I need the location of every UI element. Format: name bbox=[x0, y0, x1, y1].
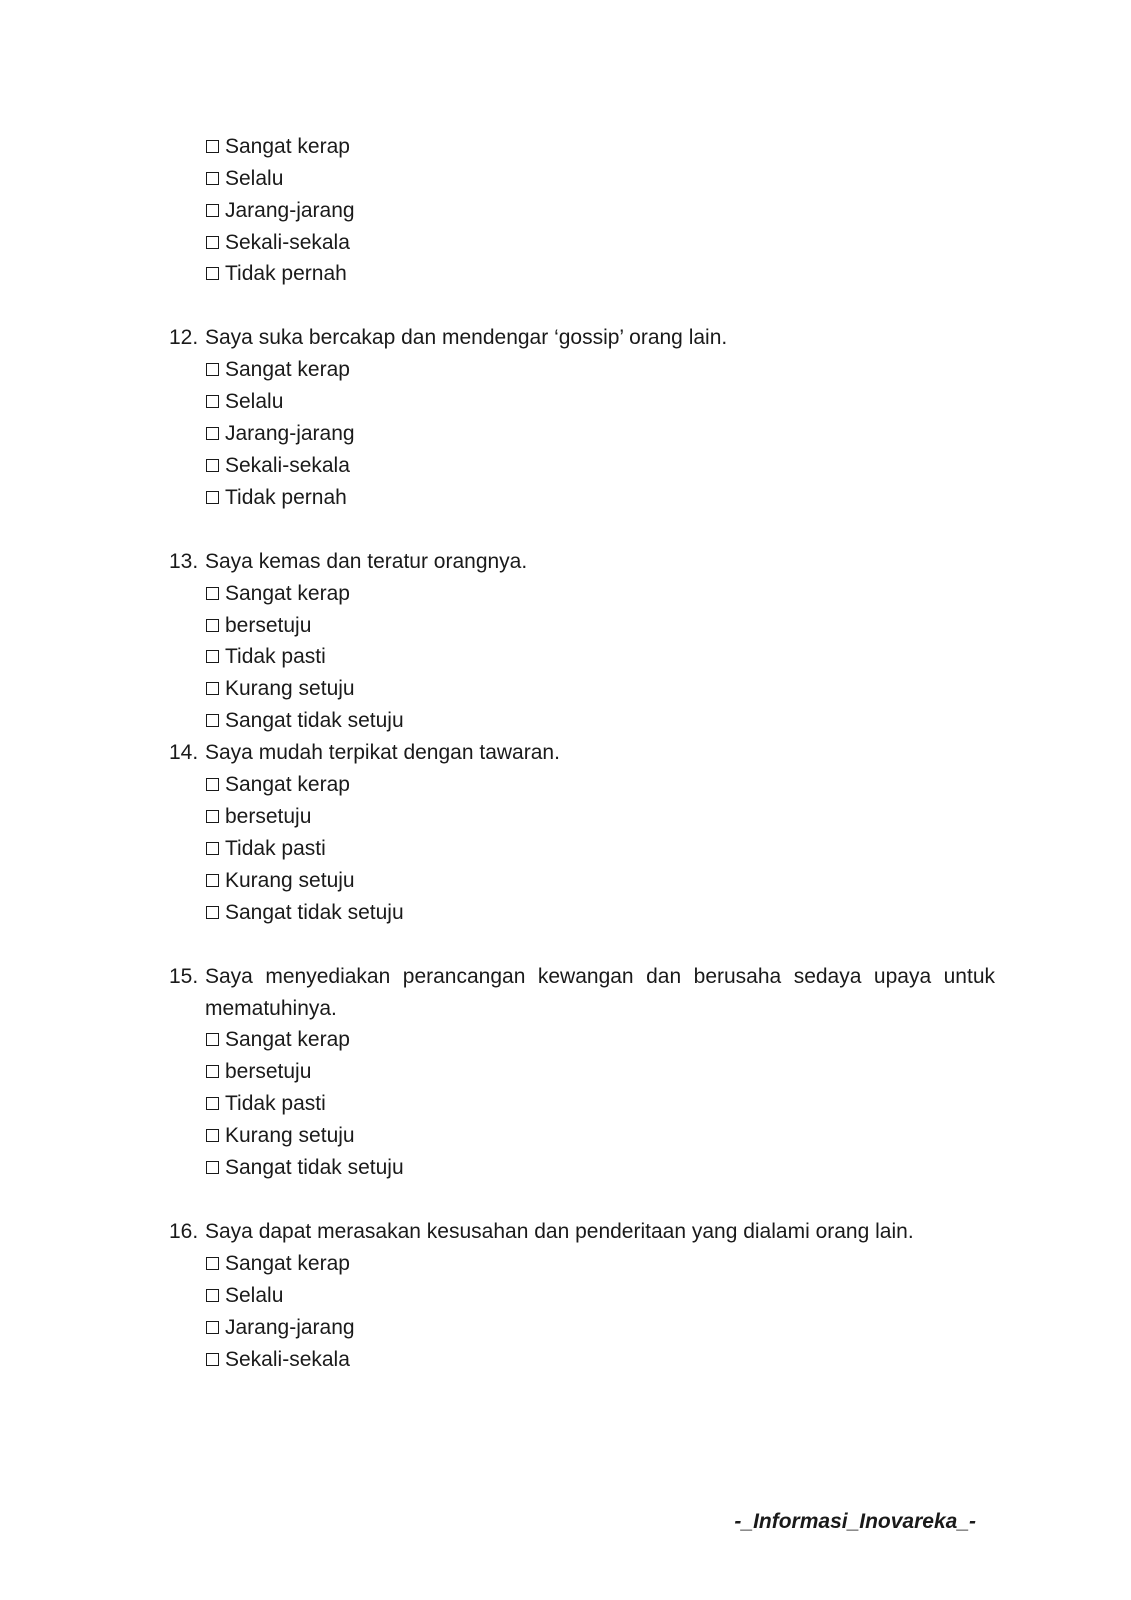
question-number: 15. bbox=[169, 965, 199, 988]
option-item[interactable]: Tidak pasti bbox=[206, 641, 326, 673]
checkbox[interactable] bbox=[206, 778, 219, 791]
checkbox[interactable] bbox=[206, 1257, 219, 1270]
checkbox[interactable] bbox=[206, 619, 219, 632]
option-item[interactable]: Tidak pasti bbox=[206, 833, 326, 865]
checkbox[interactable] bbox=[206, 810, 219, 823]
checkbox[interactable] bbox=[206, 874, 219, 887]
option-item[interactable]: Sekali-sekala bbox=[206, 227, 350, 259]
checkbox[interactable] bbox=[206, 1065, 219, 1078]
checkbox[interactable] bbox=[206, 1097, 219, 1110]
question-number: 12. bbox=[169, 326, 199, 349]
question-text: Saya kemas dan teratur orangnya. bbox=[205, 550, 528, 573]
question-number: 14. bbox=[169, 741, 199, 764]
checkbox[interactable] bbox=[206, 842, 219, 855]
option-item[interactable]: Sangat tidak setuju bbox=[206, 1152, 404, 1184]
checkbox[interactable] bbox=[206, 395, 219, 408]
option-item[interactable]: bersetuju bbox=[206, 1056, 311, 1088]
checkbox[interactable] bbox=[206, 714, 219, 727]
checkbox[interactable] bbox=[206, 682, 219, 695]
checkbox[interactable] bbox=[206, 172, 219, 185]
checkbox[interactable] bbox=[206, 267, 219, 280]
question-number: 16. bbox=[169, 1220, 199, 1243]
option-item[interactable]: Sangat kerap bbox=[206, 769, 350, 801]
option-item[interactable]: Jarang-jarang bbox=[206, 1312, 355, 1344]
option-item[interactable]: Tidak pernah bbox=[206, 482, 347, 514]
option-item[interactable]: Sekali-sekala bbox=[206, 1344, 350, 1376]
checkbox[interactable] bbox=[206, 650, 219, 663]
option-item[interactable]: Sangat kerap bbox=[206, 1024, 350, 1056]
option-item[interactable]: Tidak pernah bbox=[206, 258, 347, 290]
checkbox[interactable] bbox=[206, 1321, 219, 1334]
checkbox[interactable] bbox=[206, 1353, 219, 1366]
checkbox[interactable] bbox=[206, 236, 219, 249]
checkbox[interactable] bbox=[206, 906, 219, 919]
option-item[interactable]: bersetuju bbox=[206, 801, 311, 833]
checkbox[interactable] bbox=[206, 427, 219, 440]
option-item[interactable]: Sangat kerap bbox=[206, 131, 350, 163]
option-item[interactable]: Selalu bbox=[206, 1280, 283, 1312]
option-item[interactable]: Selalu bbox=[206, 386, 283, 418]
option-item[interactable]: Sekali-sekala bbox=[206, 450, 350, 482]
option-item[interactable]: bersetuju bbox=[206, 610, 311, 642]
checkbox[interactable] bbox=[206, 204, 219, 217]
option-item[interactable]: Selalu bbox=[206, 163, 283, 195]
option-item[interactable]: Kurang setuju bbox=[206, 1120, 355, 1152]
option-item[interactable]: Sangat tidak setuju bbox=[206, 705, 404, 737]
checkbox[interactable] bbox=[206, 1129, 219, 1142]
question-text: Saya menyediakan perancangan kewangan dan berusaha sedaya upaya untuk mematuhinya. bbox=[205, 965, 995, 1020]
option-item[interactable]: Sangat kerap bbox=[206, 354, 350, 386]
question-number: 13. bbox=[169, 550, 199, 573]
question-text: Saya suka bercakap dan mendengar ‘gossip’ orang lain. bbox=[205, 326, 728, 349]
checkbox[interactable] bbox=[206, 363, 219, 376]
checkbox[interactable] bbox=[206, 1161, 219, 1174]
checkbox[interactable] bbox=[206, 140, 219, 153]
footer-signature: -_Informasi_Inovareka_- bbox=[734, 1510, 976, 1533]
option-item[interactable]: Sangat tidak setuju bbox=[206, 897, 404, 929]
question-text: Saya dapat merasakan kesusahan dan penderitaan yang dialami orang lain. bbox=[205, 1220, 914, 1243]
checkbox[interactable] bbox=[206, 1033, 219, 1046]
checkbox[interactable] bbox=[206, 491, 219, 504]
checkbox[interactable] bbox=[206, 1289, 219, 1302]
option-item[interactable]: Sangat kerap bbox=[206, 1248, 350, 1280]
checkbox[interactable] bbox=[206, 587, 219, 600]
option-item[interactable]: Sangat kerap bbox=[206, 578, 350, 610]
option-item[interactable]: Tidak pasti bbox=[206, 1088, 326, 1120]
question-text: Saya mudah terpikat dengan tawaran. bbox=[205, 741, 560, 764]
option-item[interactable]: Jarang-jarang bbox=[206, 195, 355, 227]
option-item[interactable]: Jarang-jarang bbox=[206, 418, 355, 450]
option-item[interactable]: Kurang setuju bbox=[206, 865, 355, 897]
checkbox[interactable] bbox=[206, 459, 219, 472]
option-item[interactable]: Kurang setuju bbox=[206, 673, 355, 705]
